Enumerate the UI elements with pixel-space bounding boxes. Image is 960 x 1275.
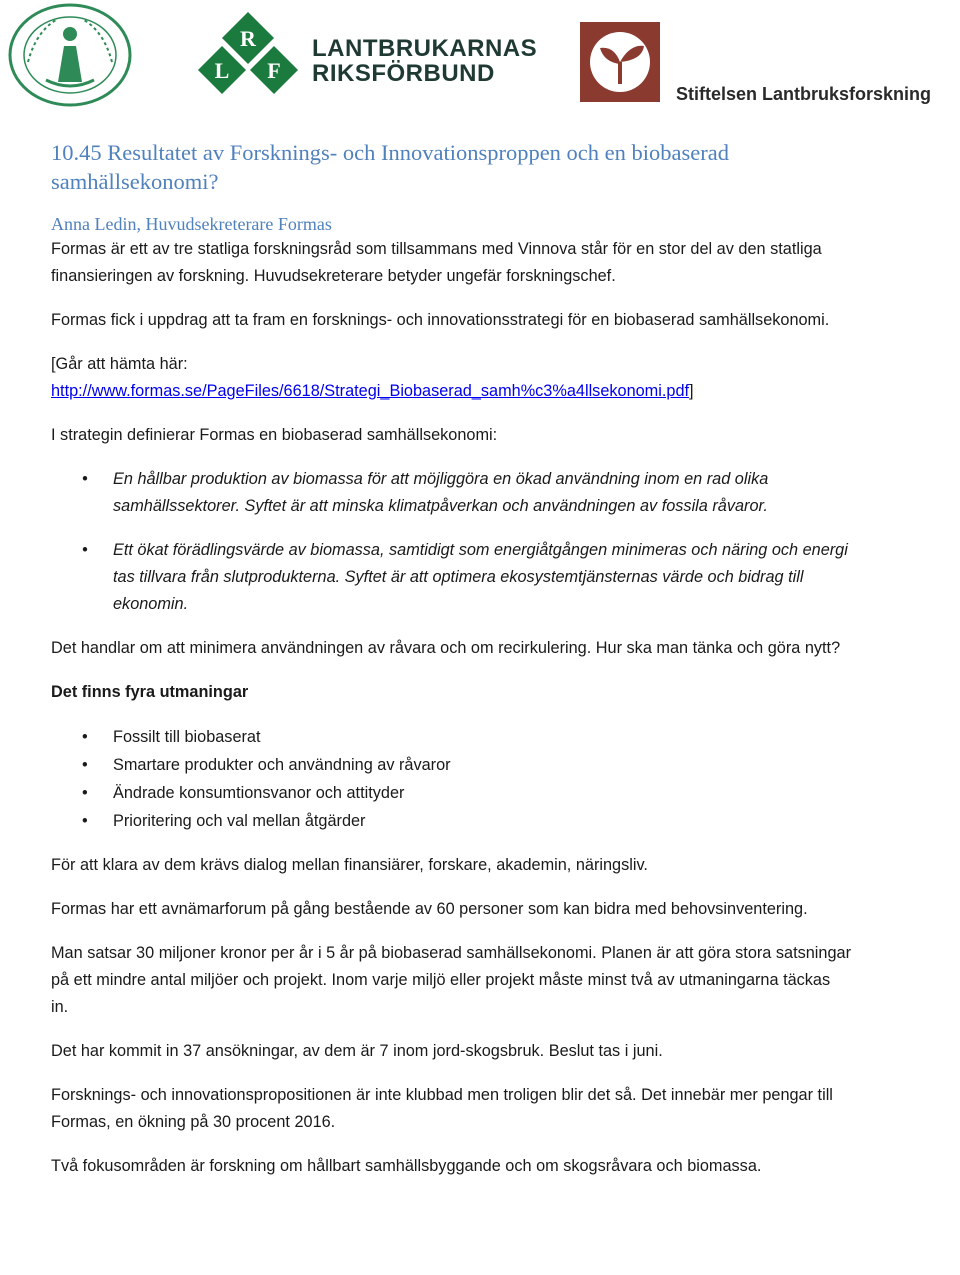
download-suffix: ] <box>689 382 694 400</box>
download-prefix: [Går att hämta här: <box>51 355 188 373</box>
challenges-list <box>51 723 851 835</box>
download-note <box>51 351 851 405</box>
bullet-icon: • <box>82 784 88 802</box>
lrf-name-line2: RIKSFÖRBUND <box>312 60 495 87</box>
list-item: • Ett ökat förädlingsvärde av biomassa, samtidigt som energiåtgången minimeras och näring och energi tas tillvara från slutprodukterna. Syftet är att optimera ekosystemtjänsternas värde och bidrag till ekonomin. <box>51 537 851 618</box>
page-title: 10.45 Resultatet av Forsknings- och Innovationsproppen och en biobaserad samhällsekonomi? <box>51 140 729 194</box>
list-item: • Ändrade konsumtionsvanor och attityder <box>51 779 851 807</box>
article <box>51 138 851 1180</box>
paragraph-forum: Formas har ett avnämarforum på gång bestående av 60 personer som kan bidra med behovsinventering. <box>51 900 808 918</box>
list-item: • En hållbar produktion av biomassa för att möjliggöra en ökad användning inom en rad olika samhällssektorer. Syftet är att minska klimatpåverkan och användningen av fossila råvaror. <box>51 466 851 520</box>
lrf-letter-f: F <box>267 58 281 83</box>
paragraph-formas-intro: Formas är ett av tre statliga forskningsråd som tillsammans med Vinnova står för en stor del av den statliga finansieringen av forskning. Huvudsekreterare betyder ungefär forskningschef. <box>51 240 822 285</box>
paragraph-applications: Det har kommit in 37 ansökningar, av dem är 7 inom jord-skogsbruk. Beslut tas i juni. <box>51 1042 663 1060</box>
paragraph-assignment: Formas fick i uppdrag att ta fram en forsknings- och innovationsstrategi för en biobaserad samhällsekonomi. <box>51 311 830 329</box>
slf-sprout-logo-icon <box>580 22 660 102</box>
paragraph-dialog: För att klara av dem krävs dialog mellan finansiärer, forskare, akademin, näringsliv. <box>51 856 648 874</box>
list-item: • Fossilt till biobaserat <box>51 723 851 751</box>
paragraph-funding: Man satsar 30 miljoner kronor per år i 5 år på biobaserad samhällsekonomi. Planen är att göra stora satsningar på ett mindre antal miljöer och projekt. Inom varje miljö eller projekt måste minst två av utmaningarna täckas in. <box>51 944 851 1016</box>
lrf-letter-r: R <box>240 26 256 51</box>
lrf-name <box>312 36 537 86</box>
lrf-logo-icon <box>196 10 300 102</box>
list-item: • Smartare produkter och användning av råvaror <box>51 751 851 779</box>
bullet-icon: • <box>82 756 88 774</box>
challenges-heading: Det finns fyra utmaningar <box>51 683 249 701</box>
lrf-name-line1: LANTBRUKARNAS <box>312 35 538 62</box>
author-line: Anna Ledin, Huvudsekreterare Formas <box>51 214 332 234</box>
bullet-icon: • <box>82 470 88 488</box>
bullet-icon: • <box>82 812 88 830</box>
paragraph-proposition: Forsknings- och innovationspropositionen är inte klubbad men troligen blir det så. Det innebär mer pengar till Formas, en ökning på 30 procent 2016. <box>51 1086 833 1131</box>
paragraph-definition-intro: I strategin definierar Formas en biobaserad samhällsekonomi: <box>51 426 498 444</box>
list-item: • Prioritering och val mellan åtgärder <box>51 807 851 835</box>
logo-header <box>0 0 960 110</box>
slf-name: Stiftelsen Lantbruksforskning <box>676 84 932 104</box>
strategy-pdf-link[interactable]: http://www.formas.se/PageFiles/6618/Strategi_Biobaserad_samh%c3%a4llsekonomi.pdf <box>51 382 690 400</box>
bullet-icon: • <box>82 541 88 559</box>
paragraph-recycling: Det handlar om att minimera användningen av råvara och om recirkulering. Hur ska man tänka och göra nytt? <box>51 639 841 657</box>
definition-list <box>51 466 851 618</box>
paragraph-focus-areas: Två fokusområden är forskning om hållbart samhällsbyggande och om skogsråvara och biomassa. <box>51 1157 762 1175</box>
lrf-letter-l: L <box>214 58 230 83</box>
seal-logo-icon <box>6 2 134 108</box>
bullet-icon: • <box>82 728 88 746</box>
